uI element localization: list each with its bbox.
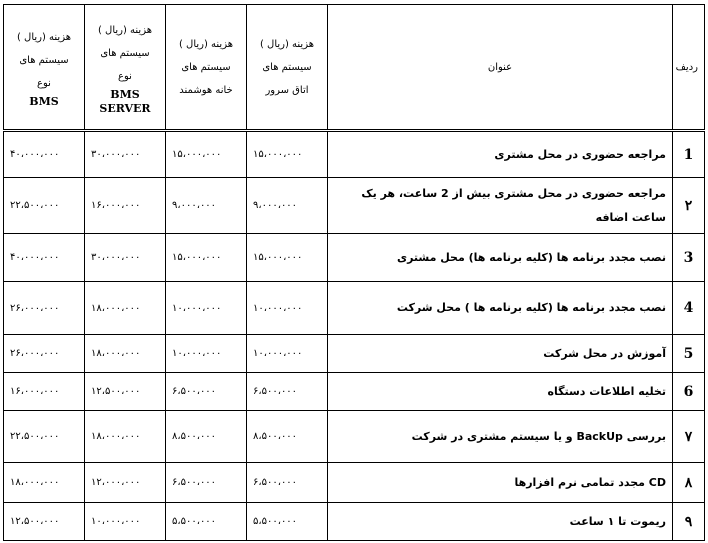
row-title: نصب مجدد برنامه ها (کلیه برنامه ها ) محل شرکت (328, 282, 673, 335)
row-number: 6 (673, 373, 705, 411)
cost-bms: ۲۶،۰۰۰،۰۰۰ (4, 282, 85, 335)
cost-bms: ۲۲،۵۰۰،۰۰۰ (4, 178, 85, 234)
header-smart-line-2: سیستم های (181, 61, 231, 73)
header-server-line-2: سیستم های (262, 61, 312, 73)
header-bms-line-1: هزینه (ریال ) (16, 31, 72, 43)
cost-smart-home: ۵،۵۰۰،۰۰۰ (166, 503, 247, 541)
row-title: CD مجدد تمامی نرم افزارها (328, 463, 673, 503)
cost-smart-home: ۱۵،۰۰۰،۰۰۰ (166, 131, 247, 178)
cost-bms-server: ۱۸،۰۰۰،۰۰۰ (85, 411, 166, 463)
row-number: 5 (673, 335, 705, 373)
header-bms-line-3: نوع (37, 77, 51, 89)
header-smart-line-3: خانه هوشمند (179, 84, 233, 96)
header-server-line-3: اتاق سرور (265, 84, 309, 96)
header-bmsserver-line-4: BMS (110, 87, 140, 101)
cost-bms-server: ۱۲،۰۰۰،۰۰۰ (85, 463, 166, 503)
cost-smart-home: ۱۰،۰۰۰،۰۰۰ (166, 335, 247, 373)
row-title: آموزش در محل شرکت (328, 335, 673, 373)
header-bms (4, 5, 85, 131)
header-row-number: ردیف (673, 5, 705, 131)
table-row (4, 282, 705, 335)
cost-server-room: ۵،۵۰۰،۰۰۰ (247, 503, 328, 541)
cost-bms: ۱۶،۰۰۰،۰۰۰ (4, 373, 85, 411)
cost-server-room: ۸،۵۰۰،۰۰۰ (247, 411, 328, 463)
table-row (4, 234, 705, 282)
table-row (4, 503, 705, 541)
cost-bms: ۲۶،۰۰۰،۰۰۰ (4, 335, 85, 373)
row-title: نصب مجدد برنامه ها (کلیه برنامه ها) محل مشتری (328, 234, 673, 282)
cost-smart-home: ۶،۵۰۰،۰۰۰ (166, 463, 247, 503)
row-title: بررسی BackUp و یا سیستم مشتری در شرکت (328, 411, 673, 463)
table-header-row (4, 5, 705, 131)
header-server-line-1: هزینه (ریال ) (259, 38, 315, 50)
row-title: مراجعه حضوری در محل مشتری (328, 131, 673, 178)
table-row (4, 411, 705, 463)
header-smart-home (166, 5, 247, 131)
row-number: ۹ (673, 503, 705, 541)
cost-smart-home: ۸،۵۰۰،۰۰۰ (166, 411, 247, 463)
row-number: 1 (673, 131, 705, 178)
cost-server-room: ۱۰،۰۰۰،۰۰۰ (247, 335, 328, 373)
cost-bms: ۴۰،۰۰۰،۰۰۰ (4, 131, 85, 178)
header-server-room (247, 5, 328, 131)
cost-smart-home: ۶،۵۰۰،۰۰۰ (166, 373, 247, 411)
cost-server-room: ۱۰،۰۰۰،۰۰۰ (247, 282, 328, 335)
table-row (4, 373, 705, 411)
table-row (4, 131, 705, 178)
header-bms-server (85, 5, 166, 131)
header-bmsserver-line-1: هزینه (ریال ) (97, 24, 153, 36)
cost-bms-server: ۱۲،۵۰۰،۰۰۰ (85, 373, 166, 411)
table-row (4, 178, 705, 234)
row-number: ۷ (673, 411, 705, 463)
row-title: تخلیه اطلاعات دستگاه (328, 373, 673, 411)
row-number: 4 (673, 282, 705, 335)
cost-bms: ۲۲،۵۰۰،۰۰۰ (4, 411, 85, 463)
cost-bms-server: ۱۸،۰۰۰،۰۰۰ (85, 282, 166, 335)
row-title: ریموت تا ۱ ساعت (328, 503, 673, 541)
cost-smart-home: ۱۵،۰۰۰،۰۰۰ (166, 234, 247, 282)
cost-bms-server: ۳۰،۰۰۰،۰۰۰ (85, 234, 166, 282)
table-row (4, 335, 705, 373)
header-bms-line-4: BMS (29, 94, 59, 108)
cost-bms-server: ۱۰،۰۰۰،۰۰۰ (85, 503, 166, 541)
cost-server-room: ۱۵،۰۰۰،۰۰۰ (247, 234, 328, 282)
cost-bms-server: ۳۰،۰۰۰،۰۰۰ (85, 131, 166, 178)
table-row (4, 463, 705, 503)
cost-bms-server: ۱۸،۰۰۰،۰۰۰ (85, 335, 166, 373)
cost-bms: ۴۰،۰۰۰،۰۰۰ (4, 234, 85, 282)
cost-server-room: ۹،۰۰۰،۰۰۰ (247, 178, 328, 234)
header-bms-line-2: سیستم های (19, 54, 69, 66)
cost-bms: ۱۲،۵۰۰،۰۰۰ (4, 503, 85, 541)
header-bmsserver-line-5: SERVER (99, 101, 151, 115)
service-fee-table (3, 4, 705, 541)
row-number: ۸ (673, 463, 705, 503)
header-title: عنوان (328, 5, 673, 131)
cost-smart-home: ۱۰،۰۰۰،۰۰۰ (166, 282, 247, 335)
row-number: ۲ (673, 178, 705, 234)
header-bmsserver-line-2: سیستم های (100, 47, 150, 59)
cost-server-room: ۱۵،۰۰۰،۰۰۰ (247, 131, 328, 178)
header-bmsserver-line-3: نوع (118, 70, 132, 82)
header-smart-line-1: هزینه (ریال ) (178, 38, 234, 50)
cost-server-room: ۶،۵۰۰،۰۰۰ (247, 373, 328, 411)
cost-smart-home: ۹،۰۰۰،۰۰۰ (166, 178, 247, 234)
cost-bms: ۱۸،۰۰۰،۰۰۰ (4, 463, 85, 503)
cost-server-room: ۶،۵۰۰،۰۰۰ (247, 463, 328, 503)
row-number: 3 (673, 234, 705, 282)
cost-bms-server: ۱۶،۰۰۰،۰۰۰ (85, 178, 166, 234)
row-title: مراجعه حضوری در محل مشتری بیش از 2 ساعت، هر یک ساعت اضافه (328, 178, 673, 234)
